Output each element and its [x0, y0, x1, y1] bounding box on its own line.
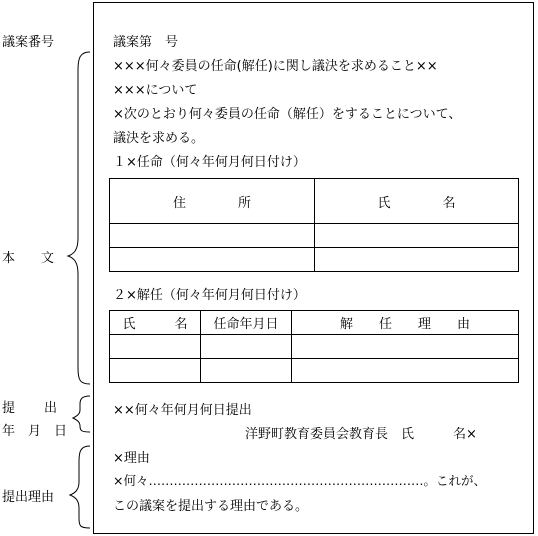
- reason-line2: この議案を提出する理由である。: [113, 499, 309, 514]
- table-cell: [110, 248, 315, 272]
- dismiss-header-reason: 解 任 理 由: [292, 311, 519, 335]
- bill-title-line1: ×××何々委員の任命(解任)に関し議決を求めること××: [113, 59, 438, 74]
- dismiss-header-name: 氏 名: [110, 311, 201, 335]
- appoint-header-name: 氏 名: [315, 179, 519, 224]
- label-body: 本 文: [2, 251, 55, 266]
- bill-text-line1: ×次のとおり何々委員の任命（解任）をすることについて、: [113, 107, 462, 122]
- table-cell: [292, 335, 519, 359]
- label-submit-date-2: 年 月 日: [2, 424, 68, 439]
- label-bill-number: 議案番号: [2, 35, 55, 50]
- bill-number-line: 議案第 号: [113, 35, 179, 50]
- appoint-header-address: 住 所: [110, 179, 315, 224]
- label-reason: 提出理由: [2, 490, 55, 505]
- brace-submit-date: [73, 396, 90, 432]
- appoint-table: [109, 178, 519, 272]
- reason-line1: ×何々…………………………………………………………。これが、: [113, 473, 486, 488]
- dismiss-table: [109, 310, 519, 383]
- bill-title-line2: ×××について: [113, 83, 198, 98]
- table-row: [110, 248, 519, 272]
- dismiss-header-date: 任命年月日: [201, 311, 292, 335]
- table-cell: [315, 248, 519, 272]
- table-cell: [292, 359, 519, 383]
- table-cell: [201, 359, 292, 383]
- submission-date: ××何々年何月何日提出: [113, 403, 252, 418]
- dismiss-table-header-row: [110, 311, 519, 335]
- brace-reason: [70, 446, 90, 528]
- section-appoint: １×任命（何々年何月何日付け）: [113, 155, 306, 170]
- brace-marks: [0, 0, 100, 536]
- brace-body: [68, 52, 90, 384]
- submitter-line: 洋野町教育委員会教育長 氏 名×: [245, 427, 477, 442]
- table-cell: [201, 335, 292, 359]
- table-row: [110, 335, 519, 359]
- label-submit-date-1: 提 出: [2, 401, 59, 416]
- appoint-table-header-row: [110, 179, 519, 224]
- table-cell: [110, 359, 201, 383]
- table-row: [110, 359, 519, 383]
- table-row: [110, 224, 519, 248]
- section-dismiss: ２×解任（何々年何月何日付け）: [113, 288, 306, 303]
- table-cell: [110, 224, 315, 248]
- bill-text-line2: 議決を求める。: [113, 131, 205, 146]
- reason-heading: ×理由: [113, 451, 150, 466]
- table-cell: [110, 335, 201, 359]
- table-cell: [315, 224, 519, 248]
